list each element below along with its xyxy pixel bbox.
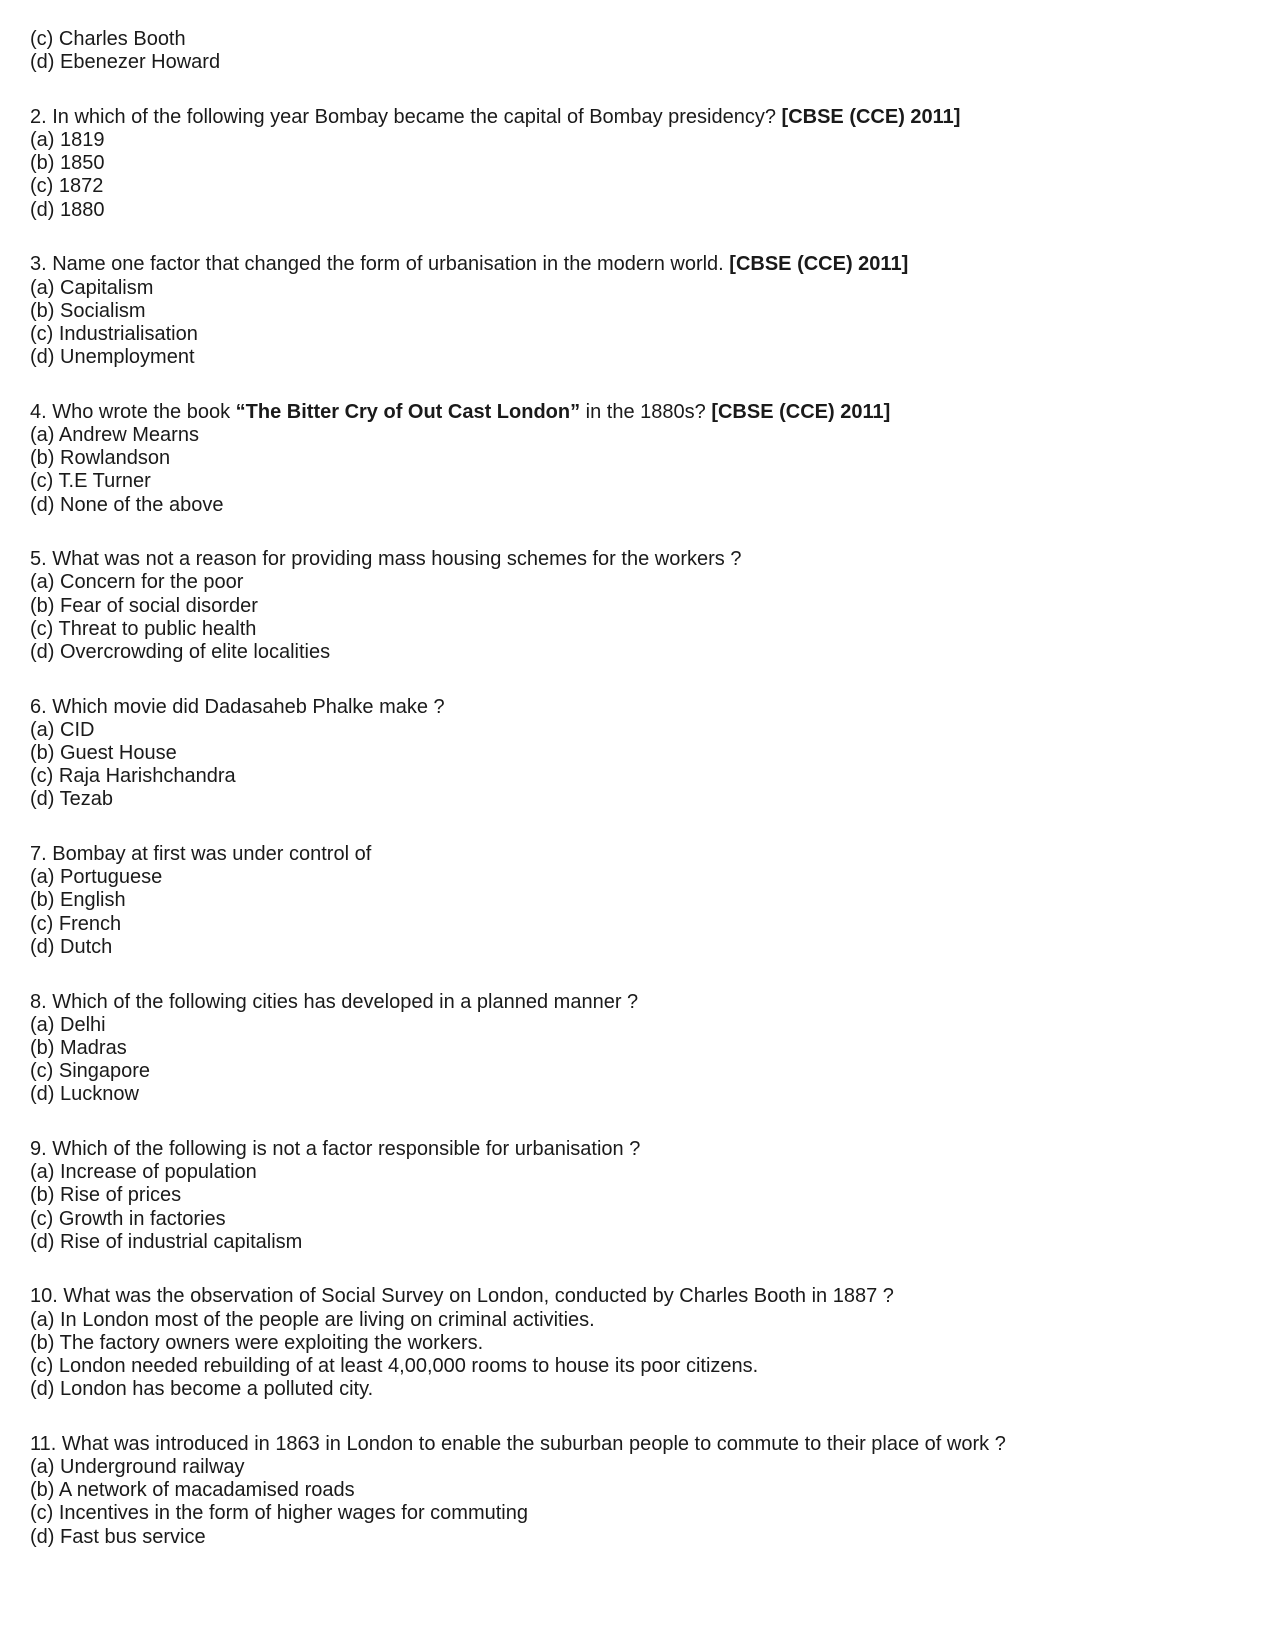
question-text [30, 843, 1250, 866]
spacer [30, 664, 1250, 696]
question-block [30, 1433, 1250, 1549]
option: (d) Tezab [30, 788, 114, 811]
question-text-part: 10. What was the observation of Social Survey on London, conducted by Charles Booth in 1887 ? [30, 1285, 894, 1308]
question-text-part: 4. Who wrote the book [30, 400, 236, 423]
question-text [30, 253, 1250, 276]
question-text [30, 1433, 1250, 1456]
option: (d) Unemployment [30, 346, 195, 369]
question-text-part: 5. What was not a reason for providing mass housing schemes for the workers ? [30, 548, 742, 571]
question-text-part: in the 1880s? [580, 400, 712, 423]
question-block [30, 991, 1250, 1107]
option: (a) Andrew Mearns [30, 423, 199, 446]
spacer [30, 1401, 1250, 1433]
option: (c) Charles Booth [30, 28, 186, 50]
question-block [30, 548, 1250, 664]
option: (a) Increase of population [30, 1161, 257, 1184]
option: (a) Underground railway [30, 1456, 245, 1478]
question-text-part: 9. Which of the following is not a factor responsible for urbanisation ? [30, 1137, 641, 1160]
option: (d) Rise of industrial capitalism [30, 1230, 303, 1253]
spacer [30, 369, 1250, 401]
option: (b) Madras [30, 1036, 127, 1059]
question-block [30, 106, 1250, 222]
question-text [30, 106, 1250, 129]
option: (b) Rowlandson [30, 447, 171, 470]
question-text-bold: [CBSE (CCE) 2011] [781, 105, 961, 128]
document-page [30, 28, 1250, 1549]
question-text-part: 8. Which of the following cities has developed in a planned manner ? [30, 990, 639, 1013]
question-block [30, 843, 1250, 959]
option: (b) Fear of social disorder [30, 594, 258, 617]
option: (c) 1872 [30, 175, 104, 198]
question-block [30, 696, 1250, 812]
question-text-part: 7. Bombay at first was under control of [30, 843, 372, 866]
option: (d) Fast bus service [30, 1525, 206, 1548]
option: (c) Threat to public health [30, 617, 257, 640]
question-text [30, 696, 1250, 719]
question-block [30, 401, 1250, 517]
spacer [30, 1106, 1250, 1138]
option: (c) Singapore [30, 1060, 151, 1083]
option: (b) Rise of prices [30, 1184, 182, 1207]
spacer [30, 1254, 1250, 1286]
option: (a) 1819 [30, 129, 105, 152]
question-block [30, 1138, 1250, 1254]
option: (a) In London most of the people are living on criminal activities. [30, 1308, 595, 1331]
spacer [30, 517, 1250, 549]
option: (d) Overcrowding of elite localities [30, 640, 331, 663]
option: (a) Portuguese [30, 866, 163, 889]
option: (d) London has become a polluted city. [30, 1378, 374, 1401]
spacer [30, 222, 1250, 254]
spacer [30, 959, 1250, 991]
question-text [30, 548, 1250, 571]
option: (c) Growth in factories [30, 1207, 226, 1230]
option: (b) Guest House [30, 742, 177, 764]
question-text-bold: [CBSE (CCE) 2011] [729, 253, 909, 276]
question-block [30, 1285, 1250, 1401]
option: (c) Raja Harishchandra [30, 765, 236, 788]
question-block [30, 253, 1250, 369]
option: (c) London needed rebuilding of at least 4,00,000 rooms to house its poor citizens. [30, 1354, 759, 1377]
option: (d) Ebenezer Howard [30, 51, 221, 74]
question-text [30, 401, 1250, 424]
spacer [30, 812, 1250, 844]
option: (d) 1880 [30, 198, 105, 221]
option: (a) Capitalism [30, 276, 154, 299]
option: (d) None of the above [30, 493, 224, 516]
option: (c) Incentives in the form of higher wages for commuting [30, 1502, 528, 1525]
option: (c) T.E Turner [30, 470, 151, 493]
spacer [30, 74, 1250, 106]
option: (c) French [30, 912, 122, 935]
carryover-options [30, 28, 1250, 74]
option: (a) CID [30, 718, 95, 741]
question-text-part: 11. What was introduced in 1863 in London to enable the suburban people to commute to their place of work ? [30, 1432, 1006, 1455]
option: (b) 1850 [30, 152, 105, 175]
option: (d) Dutch [30, 935, 113, 958]
option: (b) The factory owners were exploiting the workers. [30, 1331, 484, 1354]
question-text [30, 1285, 1250, 1308]
question-text-bold: [CBSE (CCE) 2011] [711, 400, 891, 423]
option: (d) Lucknow [30, 1083, 139, 1106]
option: (a) Concern for the poor [30, 571, 244, 594]
question-text [30, 1138, 1250, 1161]
option: (b) Socialism [30, 299, 146, 322]
option: (a) Delhi [30, 1013, 106, 1036]
question-list [30, 106, 1250, 1549]
option: (b) English [30, 889, 126, 912]
option: (b) A network of macadamised roads [30, 1479, 355, 1502]
question-text-part: 6. Which movie did Dadasaheb Phalke make ? [30, 695, 445, 718]
question-text [30, 991, 1250, 1014]
question-text-bold: “The Bitter Cry of Out Cast London” [235, 400, 581, 423]
question-text-part: 3. Name one factor that changed the form of urbanisation in the modern world. [30, 253, 730, 276]
option: (c) Industrialisation [30, 322, 198, 345]
question-text-part: 2. In which of the following year Bombay became the capital of Bombay presidency? [30, 105, 782, 128]
